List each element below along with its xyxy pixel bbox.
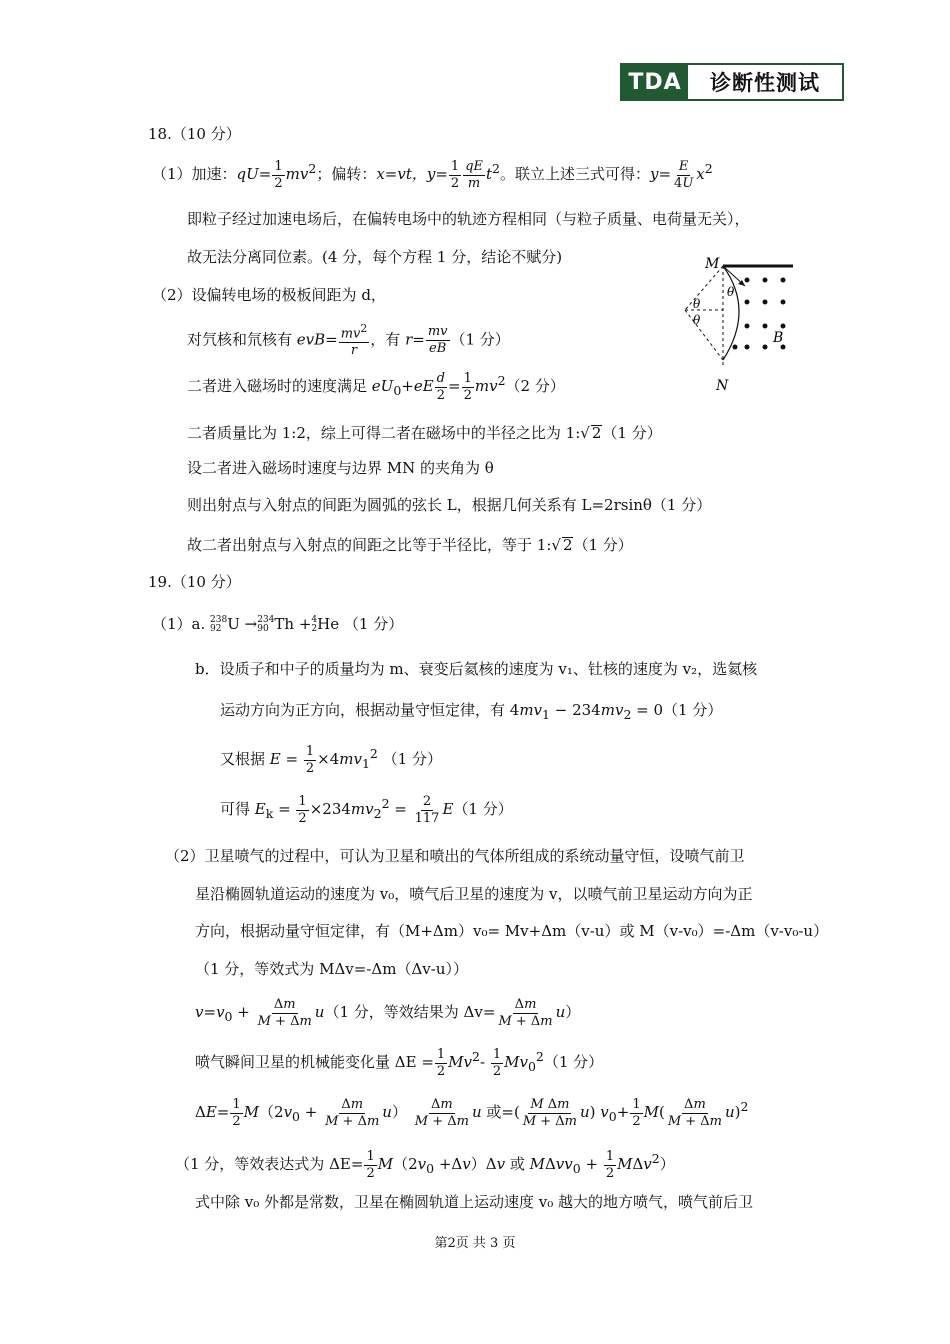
- q19-p2-line6: 喷气瞬间卫星的机械能变化量 ΔE = $\frac{1}{2}$ Mv$^2$- $\frac{1}{2}$ $Mv_0^2(1$ 分）: [195, 1047, 604, 1079]
- label-M: M: [705, 256, 720, 272]
- label-theta-2: θ: [693, 297, 701, 311]
- logo: [620, 63, 844, 101]
- logo-mark: TDA: [622, 65, 688, 99]
- q18-p1-line2: 即粒子经过加速电场后，在偏转电场中的轨迹方程相同（与粒子质量、电荷量无关），: [187, 210, 750, 228]
- q18-p2-line2: 对氕核和氘核有 evB= $\frac{mv^2}{r}$ ，有 r= $\frac{mv}{eB}$ （1 分）: [187, 322, 510, 358]
- magnetic-field-diagram: [665, 250, 805, 400]
- q18-p2-line1: （2）设偏转电场的极板间距为 d，: [152, 286, 386, 304]
- q19-p1b-line2: 运动方向为正方向，根据动量守恒定律，有 $4mv_1 - 234mv_2 = 0(1$ 分）: [220, 701, 723, 722]
- q19-p1b-line4: 可得 $E_k$ = $\frac{1}{2}$ $\times 234mv_2^2$ = $\frac{2}{117}$ E（1 分）: [220, 794, 513, 826]
- q19-p2-line9: 式中除 v₀ 外都是常数，卫星在椭圆轨道上运动速度 v₀ 越大的地方喷气，喷气前后卫: [195, 1193, 754, 1211]
- q19-p1b-line1: b．设质子和中子的质量均为 m、衰变后氦核的速度为 v₁、钍核的速度为 v₂，选氦核: [195, 660, 758, 678]
- q19-p1a: （1）a. 238 92 U → 234 90 Th + 4 2 He （1 分）: [152, 615, 404, 634]
- q19-heading: 19.（10 分）: [148, 573, 241, 591]
- q18-p2-line3: 二者进入磁场时的速度满足 $eU_0+eE$ $\frac{d}{2}$ = $\frac{1}{2}$ $mv^2(2$ 分）: [187, 371, 565, 403]
- q18-p1-line3: 故无法分离同位素。(4 分，每个方程 1 分，结论不赋分): [187, 248, 563, 266]
- label-B: B: [773, 330, 784, 346]
- label-theta-1: θ: [727, 285, 735, 299]
- q19-p1b-line3: 又根据 E = $\frac{1}{2}$ $\times 4mv_1^2$ （1 分）: [220, 744, 442, 776]
- page-footer: 第2页 共 3 页: [434, 1236, 516, 1251]
- label-theta-3: θ: [693, 313, 701, 327]
- q19-p2-line7: ΔE= $\frac{1}{2}$ $M(2v_0$ + $\frac{\Delta m}{M + \Delta m}$ u） $\frac{\Delta m}{M + \Delta m}$ u 或=( $\frac{\text{M Δm}}{M + \Delta m}$ u) $v_0+$ $\frac{1}{2}$ M( $\frac{\Delta m}{M + \Delta m}$ u)$^2$: [195, 1097, 749, 1129]
- q18-p2-line6: 则出射点与入射点的间距为圆弧的弦长 L，根据几何关系有 L=2rsinθ（1 分）: [187, 496, 712, 514]
- q19-p2-line2: 星沿椭圆轨道运动的速度为 v₀，喷气后卫星的速度为 v，以喷气前卫星运动方向为正: [195, 885, 753, 903]
- q19-p2-line8: （1 分，等效表达式为 ΔE= $\frac{1}{2}$ $M(2v_0 +\Delta v)\Delta v$ 或 MΔvv$_0$ + $\frac{1}{2}$ MΔv$^2$）: [175, 1149, 675, 1181]
- label-N: N: [716, 378, 729, 394]
- q19-p2-line1: （2）卫星喷气的过程中，可认为卫星和喷出的气体所组成的系统动量守恒，设喷气前卫: [165, 847, 745, 865]
- q19-p2-line3: 方向，根据动量守恒定律，有（M+Δm）v₀= Mv+Δm（v-u）或 M（v-v₀）=-Δm（v-v₀-u）: [195, 922, 829, 940]
- q18-p2-line7: 故二者出射点与入射点的间距之比等于半径比，等于 1:√ 2（1 分）: [187, 536, 633, 554]
- q19-p2-line5: $v=v_0$ + $\frac{\Delta m}{M + \Delta m}$ u（1 分，等效结果为 Δv= $\frac{\Delta m}{M + \Delta m}$ u）: [195, 997, 581, 1029]
- logo-title: 诊断性测试: [688, 65, 842, 99]
- q18-p2-line5: 设二者进入磁场时速度与边界 MN 的夹角为 θ: [187, 459, 494, 477]
- q18-p1-line1: （1）加速：qU= $\frac{1}{2}$ $mv^2$；偏转：x=vt，y= $\frac{1}{2}$ $\frac{qE}{m}$ $t^2$。联立上述三式可得：y= $\frac{E}{4U}$ $x^2$: [152, 159, 713, 191]
- q18-p2-line4: 二者质量比为 1:2，综上可得二者在磁场中的半径之比为 1:√ 2（1 分）: [187, 424, 662, 442]
- q19-p2-line4: （1 分，等效式为 MΔv=-Δm（Δv-u））: [195, 960, 468, 978]
- q18-heading: 18.（10 分）: [148, 125, 241, 143]
